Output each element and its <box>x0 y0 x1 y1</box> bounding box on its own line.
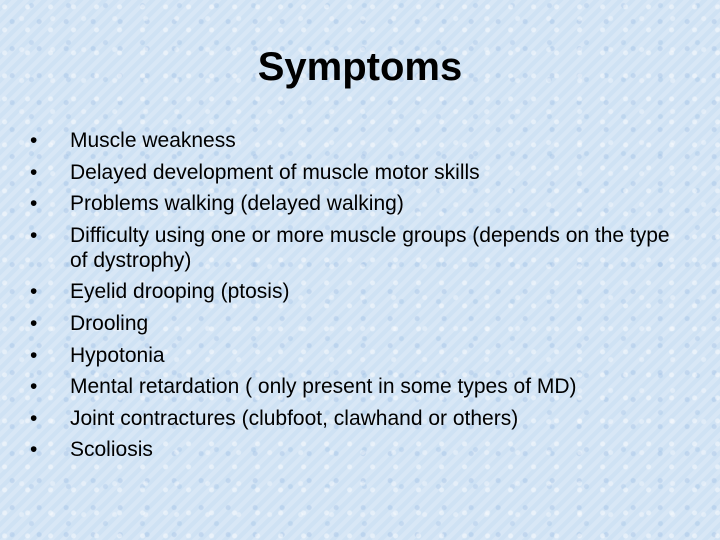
bullet-dot-icon: • <box>30 223 38 247</box>
bullet-dot-icon: • <box>30 343 38 367</box>
bullet-dot-icon: • <box>30 129 38 152</box>
bullet-text: Drooling <box>70 311 149 335</box>
bullet-text: Difficulty using one or more muscle groups (depends on the type of dystrophy) <box>70 223 670 272</box>
bullet-dot-icon: • <box>30 438 38 462</box>
bullet-item-difficulty-muscle-groups <box>30 223 680 273</box>
bullet-item-drooling <box>30 311 680 336</box>
bullet-dot-icon: • <box>30 280 38 304</box>
bullet-list <box>30 128 680 469</box>
bullet-item-eyelid-drooping <box>30 279 680 304</box>
bullet-item-muscle-weakness <box>30 128 680 153</box>
bullet-dot-icon: • <box>30 375 38 399</box>
bullet-item-scoliosis <box>30 437 680 462</box>
bullet-text: Problems walking (delayed walking) <box>70 192 404 216</box>
bullet-text: Joint contractures (clubfoot, clawhand or others) <box>70 406 519 430</box>
bullet-text: Eyelid drooping (ptosis) <box>70 280 290 304</box>
bullet-text: Delayed development of muscle motor skills <box>70 160 480 184</box>
bullet-item-problems-walking <box>30 191 680 216</box>
bullet-item-joint-contractures <box>30 406 680 431</box>
slide-title: Symptoms <box>257 45 463 89</box>
bullet-item-mental-retardation <box>30 374 680 399</box>
bullet-item-delayed-development <box>30 160 680 185</box>
bullet-text: Scoliosis <box>70 438 153 462</box>
bullet-dot-icon: • <box>30 160 38 184</box>
bullet-text: Muscle weakness <box>70 129 236 152</box>
bullet-text: Hypotonia <box>70 343 165 367</box>
bullet-dot-icon: • <box>30 406 38 430</box>
bullet-dot-icon: • <box>30 311 38 335</box>
bullet-text: Mental retardation ( only present in some types of MD) <box>70 375 577 399</box>
bullet-dot-icon: • <box>30 192 38 216</box>
bullet-item-hypotonia <box>30 343 680 368</box>
